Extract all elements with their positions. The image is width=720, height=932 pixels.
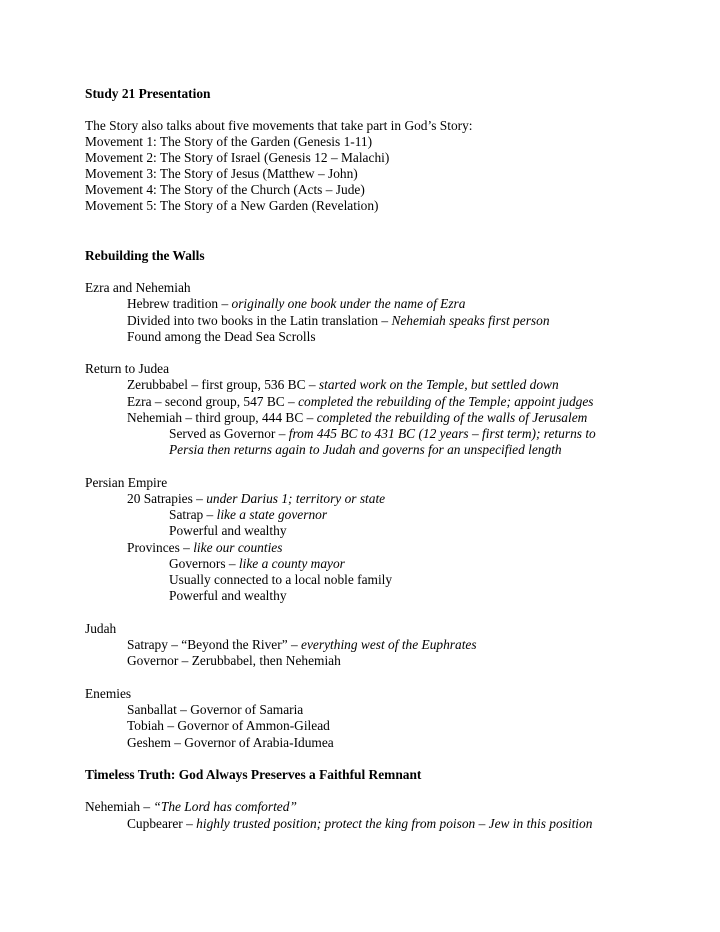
note-line: Governors – like a county mayor: [169, 556, 345, 571]
note-line: Usually connected to a local noble family: [169, 572, 393, 587]
note-line: Nehemiah – “The Lord has comforted”: [85, 799, 297, 814]
note-line: Powerful and wealthy: [169, 523, 287, 538]
timeless-truth-heading: Timeless Truth: God Always Preserves a Faithful Remnant: [85, 767, 422, 782]
note-line: Nehemiah – third group, 444 BC – completed the rebuilding of the walls of Jerusalem: [127, 410, 588, 425]
note-line: Powerful and wealthy: [169, 588, 287, 603]
note-line: Governor – Zerubbabel, then Nehemiah: [127, 653, 341, 668]
note-line: Served as Governor – from 445 BC to 431 BC (12 years – first term); returns to: [169, 426, 596, 441]
intro-lead: The Story also talks about five movements that take part in God’s Story:: [85, 118, 473, 133]
subheading-ezra-nehemiah: Ezra and Nehemiah: [85, 280, 191, 295]
note-line: Satrapy – “Beyond the River” – everything west of the Euphrates: [127, 637, 477, 652]
note-line: Ezra – second group, 547 BC – completed the rebuilding of the Temple; appoint judges: [127, 394, 594, 409]
note-line: Satrap – like a state governor: [169, 507, 328, 522]
list-item: Sanballat – Governor of Samaria: [127, 702, 304, 717]
section-heading: Rebuilding the Walls: [85, 248, 205, 263]
list-item: Tobiah – Governor of Ammon-Gilead: [127, 718, 330, 733]
note-line: Cupbearer – highly trusted position; protect the king from poison – Jew in this position: [127, 816, 593, 831]
subheading-judah: Judah: [85, 621, 117, 636]
subheading-enemies: Enemies: [85, 686, 132, 701]
list-item: Geshem – Governor of Arabia-Idumea: [127, 735, 334, 750]
note-line: 20 Satrapies – under Darius 1; territory or state: [127, 491, 386, 506]
subheading-persian-empire: Persian Empire: [85, 475, 168, 490]
note-line: Hebrew tradition – originally one book under the name of Ezra: [127, 296, 466, 311]
note-line: Provinces – like our counties: [127, 540, 283, 555]
movement-line: Movement 3: The Story of Jesus (Matthew – John): [85, 166, 358, 181]
movement-line: Movement 4: The Story of the Church (Acts – Jude): [85, 182, 365, 197]
subheading-return-to-judea: Return to Judea: [85, 361, 170, 376]
page-title: Study 21 Presentation: [85, 86, 211, 101]
movement-line: Movement 2: The Story of Israel (Genesis 12 – Malachi): [85, 150, 390, 165]
movement-line: Movement 1: The Story of the Garden (Genesis 1-11): [85, 134, 373, 149]
movement-line: Movement 5: The Story of a New Garden (Revelation): [85, 198, 379, 213]
note-line: Found among the Dead Sea Scrolls: [127, 329, 316, 344]
note-line: Zerubbabel – first group, 536 BC – started work on the Temple, but settled down: [127, 377, 559, 392]
note-line: Persia then returns again to Judah and governs for an unspecified length: [169, 442, 562, 457]
note-line: Divided into two books in the Latin translation – Nehemiah speaks first person: [127, 313, 550, 328]
